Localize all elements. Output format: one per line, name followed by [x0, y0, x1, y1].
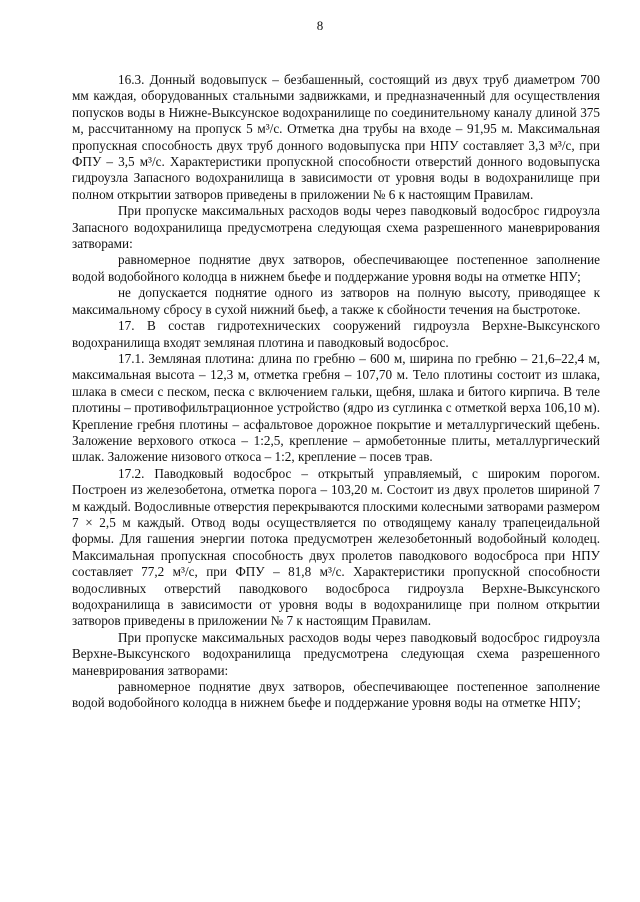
paragraph-upper-maneuvering-intro: При пропуске максимальных расходов воды через паводковый водосброс гидроузла Верхне-Выксунского водохранилища предусмотрена следующая схема разрешенного маневрирования затворами: — [72, 629, 600, 678]
paragraph-reserve-uniform-lifting: равномерное поднятие двух затворов, обеспечивающее постепенное заполнение водой водобойного колодца в нижнем бьефе и поддержание уровня воды на отметке НПУ; — [72, 252, 600, 284]
paragraph-upper-uniform-lifting: равномерное поднятие двух затворов, обеспечивающее постепенное заполнение водой водобойного колодца в нижнем бьефе и поддержание уровня воды на отметке НПУ; — [72, 679, 600, 711]
paragraph-16-3: 16.3. Донный водовыпуск – безбашенный, состоящий из двух труб диаметром 700 мм каждая, оборудованных стальными задвижками, и предназначенный для осуществления попусков воды в Нижне-Выксунское водохранилище по соединительному каналу длиной 375 м, рассчитанному на пропуск 5 м³/с. Отметка дна трубы на входе – 91,95 м. Максимальная пропускная способность двух труб донного водовыпуска при НПУ составляет 3,3 м³/с, при ФПУ – 3,5 м³/с. Характеристики пропускной способности отверстий донного водовыпуска гидроузла Запасного водохранилища в зависимости от уровня воды в водохранилище при полном открытии затворов приведены в приложении № 6 к настоящим Правилам. — [72, 72, 600, 202]
paragraph-reserve-prohibition: не допускается поднятие одного из затворов на полную высоту, приводящее к максимальному сбросу в сухой нижний бьеф, а также к сбойности течения на быстротоке. — [72, 285, 600, 317]
document-body — [72, 72, 600, 712]
paragraph-reserve-maneuvering-intro: При пропуске максимальных расходов воды через паводковый водосброс гидроузла Запасного водохранилища предусмотрена следующая схема разрешенного маневрирования затворами: — [72, 203, 600, 252]
paragraph-17: 17. В состав гидротехнических сооружений гидроузла Верхне-Выксунского водохранилища входят земляная плотина и паводковый водосброс. — [72, 318, 600, 350]
paragraph-17-2: 17.2. Паводковый водосброс – открытый управляемый, с широким порогом. Построен из железобетона, отметка порога – 103,20 м. Состоит из двух пролетов шириной 7 м каждый. Водосливные отверстия перекрываются плоскими колесными затворами размером 7 × 2,5 м каждый. Отвод воды осуществляется по отводящему каналу трапецеидальной формы. Для гашения энергии потока предусмотрен железобетонный водобойный колодец. Максимальная пропускная способность двух пролетов паводкового водосброса при НПУ составляет 77,2 м³/с, при ФПУ – 81,8 м³/с. Характеристики пропускной способности водосливных отверстий паводкового водосброса гидроузла Верхне-Выксунского водохранилища в зависимости от уровня воды в водохранилище при полном открытии затворов приведены в приложении № 7 к настоящим Правилам. — [72, 465, 600, 629]
page-number: 8 — [316, 18, 324, 33]
paragraph-17-1: 17.1. Земляная плотина: длина по гребню – 600 м, ширина по гребню – 21,6–22,4 м, максимальная высота – 12,3 м, отметка гребня – 107,70 м. Тело плотины состоит из шлака, шлака в смеси с песком, песка с включением гальки, щебня, шлака и битого кирпича. В теле плотины – противофильтрационное устройство (ядро из суглинка с отметкой верха 106,10 м). Крепление гребня плотины – асфальтовое дорожное покрытие и металлургический щебень. Заложение верхового откоса – 1:2,5, крепление – армобетонные плиты, металлургический шлак. Заложение низового откоса – 1:2, крепление – посев трав. — [72, 350, 600, 465]
